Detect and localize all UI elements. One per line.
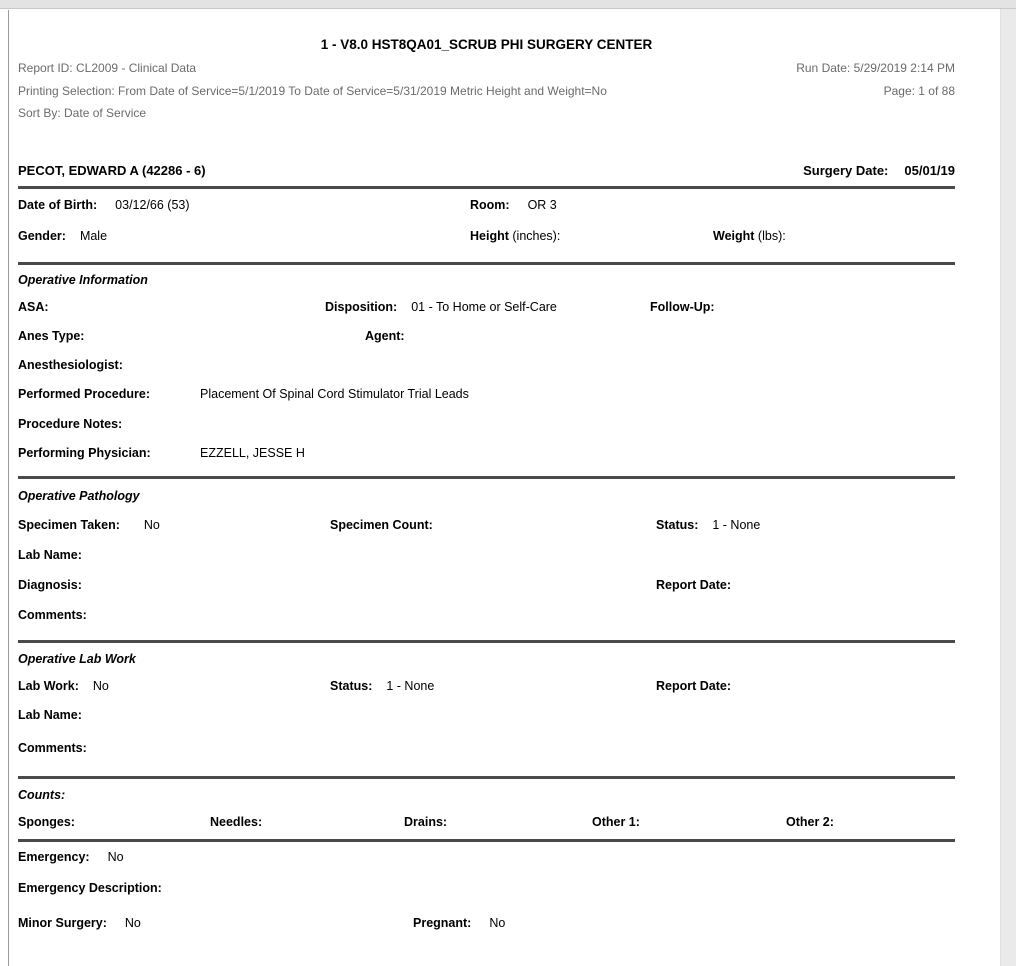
operative-lab-work-title: Operative Lab Work — [18, 652, 136, 666]
lab-work-label: Lab Work: — [18, 679, 79, 693]
viewer-top-edge — [0, 0, 1016, 9]
anes-type-field — [18, 328, 98, 345]
height-label-suffix: (inches): — [512, 229, 561, 243]
other1-label: Other 1: — [592, 815, 640, 829]
viewer-right-margin — [1000, 9, 1016, 966]
pathology-lab-name-row — [18, 547, 955, 564]
gender-field — [18, 228, 107, 245]
counts-row — [18, 814, 955, 831]
lab-comments-row — [18, 740, 955, 757]
other2-field — [786, 814, 848, 831]
procedure-notes-label: Procedure Notes: — [18, 417, 123, 431]
diagnosis-field — [18, 577, 96, 594]
sponges-field — [18, 814, 89, 831]
agent-label: Agent: — [365, 329, 405, 343]
pregnant-value: No — [489, 916, 506, 930]
performing-physician-row — [18, 445, 955, 462]
lab-work-row — [18, 678, 955, 695]
anesthesiologist-label: Anesthesiologist: — [18, 358, 123, 372]
agent-field — [365, 328, 419, 345]
lab-report-date-label: Report Date: — [656, 679, 732, 693]
lab-status-value: 1 - None — [386, 679, 435, 693]
dob-label: Date of Birth: — [18, 198, 98, 212]
specimen-taken-value: No — [143, 518, 160, 532]
report-id: Report ID: CL2009 - Clinical Data — [18, 61, 197, 75]
minor-surgery-label: Minor Surgery: — [18, 916, 107, 930]
section-rule — [18, 640, 955, 643]
dob-value: 03/12/66 (53) — [115, 198, 190, 212]
specimen-taken-field — [18, 517, 160, 534]
needles-field — [210, 814, 276, 831]
pathology-status-value: 1 - None — [712, 518, 761, 532]
gender-label: Gender: — [18, 229, 66, 243]
emergency-description-label: Emergency Description: — [18, 881, 162, 895]
surgery-date-label: Surgery Date: — [803, 163, 889, 178]
asa-label: ASA: — [18, 300, 49, 314]
performing-physician-value: EZZELL, JESSE H — [200, 446, 305, 460]
section-rule — [18, 476, 955, 479]
pathology-status-field — [656, 517, 760, 534]
minor-surgery-value: No — [124, 916, 141, 930]
specimen-row — [18, 517, 955, 534]
header-meta-row — [18, 60, 955, 77]
disposition-label: Disposition: — [325, 300, 398, 314]
surgery-date-value: 05/01/19 — [904, 163, 955, 178]
drains-field — [404, 814, 461, 831]
patient-name: PECOT, EDWARD A (42286 - 6) — [18, 163, 206, 178]
patient-banner-row — [18, 162, 955, 179]
needles-label: Needles: — [210, 815, 263, 829]
room-value: OR 3 — [527, 198, 557, 212]
section-rule — [18, 776, 955, 779]
height-field — [470, 228, 574, 245]
section-rule — [18, 186, 955, 189]
section-rule — [18, 262, 955, 265]
specimen-count-label: Specimen Count: — [330, 518, 433, 532]
pathology-report-date-label: Report Date: — [656, 578, 732, 592]
gender-value: Male — [79, 229, 108, 243]
lab-status-label: Status: — [330, 679, 373, 693]
other2-label: Other 2: — [786, 815, 834, 829]
room-field — [470, 197, 557, 214]
sort-by: Sort By: Date of Service — [18, 106, 147, 120]
pregnant-field — [413, 915, 505, 932]
section-rule — [18, 839, 955, 842]
report-title: 1 - V8.0 HST8QA01_SCRUB PHI SURGERY CENTER — [320, 37, 653, 52]
diagnosis-row — [18, 577, 955, 594]
weight-field — [713, 228, 800, 245]
lab-work-field — [18, 678, 109, 695]
disposition-field — [325, 299, 557, 316]
operative-information-title: Operative Information — [18, 273, 148, 287]
drains-label: Drains: — [404, 815, 448, 829]
operative-pathology-title: Operative Pathology — [18, 489, 140, 503]
gender-height-weight-row — [18, 228, 955, 245]
performing-physician-label: Performing Physician: — [18, 446, 151, 460]
lab-report-date-field — [656, 678, 745, 695]
weight-label: Weight — [713, 229, 755, 243]
page-number: Page: 1 of 88 — [883, 84, 955, 98]
lab-status-field — [330, 678, 434, 695]
dob-room-row — [18, 197, 955, 214]
anes-type-agent-row — [18, 328, 955, 345]
run-date: Run Date: 5/29/2019 2:14 PM — [796, 61, 955, 75]
emergency-row — [18, 849, 955, 866]
height-label: Height — [470, 229, 509, 243]
printing-selection: Printing Selection: From Date of Service=5/1/2019 To Date of Service=5/31/2019 Metric Height and Weight=No — [18, 84, 607, 98]
specimen-count-field — [330, 517, 447, 534]
lab-comments-label: Comments: — [18, 741, 87, 755]
weight-label-suffix: (lbs): — [757, 229, 786, 243]
sponges-label: Sponges: — [18, 815, 75, 829]
pregnant-label: Pregnant: — [413, 916, 472, 930]
pathology-lab-name-label: Lab Name: — [18, 548, 82, 562]
disposition-value: 01 - To Home or Self-Care — [411, 300, 557, 314]
minor-surgery-pregnant-row — [18, 915, 955, 932]
header-meta-row — [18, 105, 955, 122]
diagnosis-label: Diagnosis: — [18, 578, 82, 592]
pathology-report-date-field — [656, 577, 745, 594]
emergency-label: Emergency: — [18, 850, 90, 864]
asa-field — [18, 299, 63, 316]
emergency-value: No — [107, 850, 124, 864]
dob-field — [18, 197, 190, 214]
asa-disposition-row — [18, 299, 955, 316]
lab-work-value: No — [92, 679, 109, 693]
follow-up-label: Follow-Up: — [650, 300, 715, 314]
performed-procedure-value: Placement Of Spinal Cord Stimulator Trial Leads — [200, 387, 469, 401]
lab-name-label: Lab Name: — [18, 708, 82, 722]
pathology-comments-row — [18, 607, 955, 624]
anesthesiologist-row — [18, 357, 955, 374]
performed-procedure-row — [18, 386, 955, 403]
pathology-comments-label: Comments: — [18, 608, 87, 622]
counts-title: Counts: — [18, 788, 66, 802]
other1-field — [592, 814, 654, 831]
page-left-border — [8, 10, 9, 966]
performed-procedure-label: Performed Procedure: — [18, 387, 150, 401]
header-meta-row — [18, 83, 955, 100]
room-label: Room: — [470, 198, 510, 212]
surgery-date-field — [803, 162, 955, 179]
procedure-notes-row — [18, 416, 955, 433]
lab-name-row — [18, 707, 955, 724]
specimen-taken-label: Specimen Taken: — [18, 518, 120, 532]
minor-surgery-field — [18, 915, 141, 932]
anes-type-label: Anes Type: — [18, 329, 85, 343]
follow-up-field — [650, 299, 729, 316]
emergency-description-row — [18, 880, 955, 897]
pathology-status-label: Status: — [656, 518, 699, 532]
